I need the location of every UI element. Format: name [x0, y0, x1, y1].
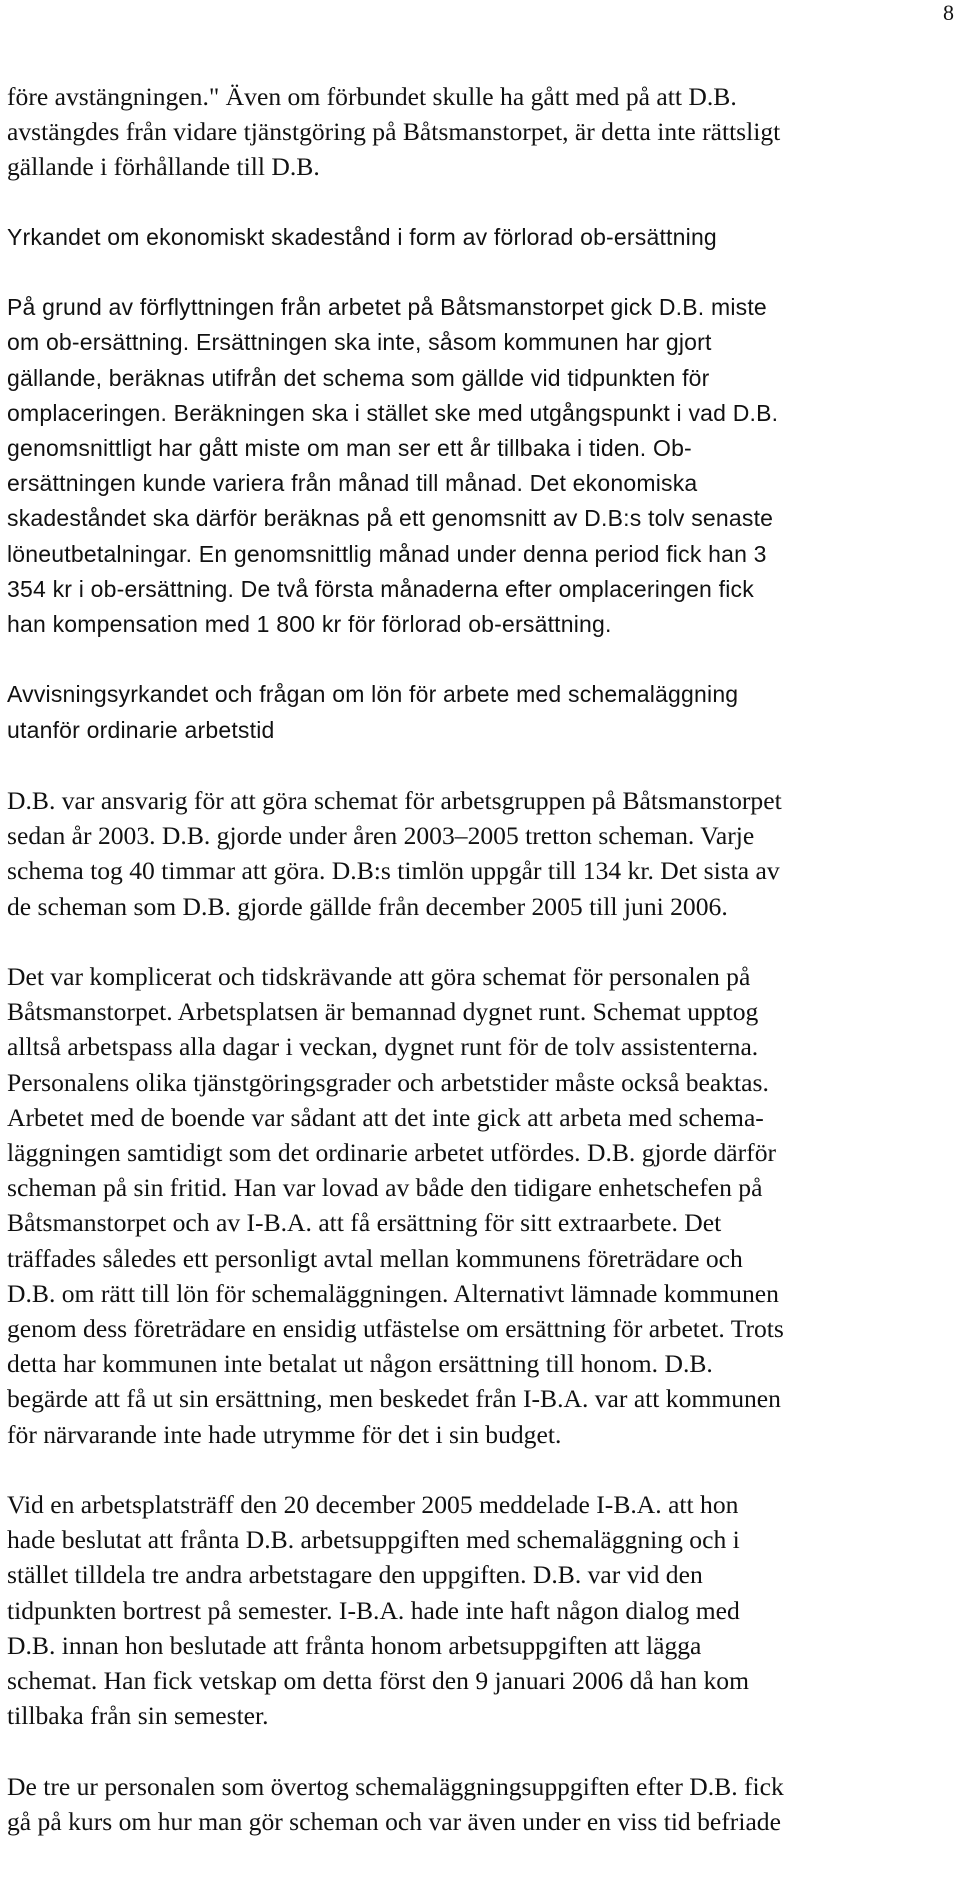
text-line: löneutbetalningar. En genomsnittlig månad under denna period fick han 3 — [7, 540, 767, 567]
text-line: Yrkandet om ekonomiskt skadestånd i form av förlorad ob-ersättning — [7, 223, 717, 250]
text-line: På grund av förflyttningen från arbetet på Båtsmanstorpet gick D.B. miste — [7, 294, 767, 321]
text-line: schema tog 40 timmar att göra. D.B:s timlön uppgår till 134 kr. Det sista av — [7, 856, 780, 886]
text-line: ersättningen kunde variera från månad till månad. Det ekonomiska — [7, 470, 698, 497]
text-line: han kompensation med 1 800 kr för förlorad ob-ersättning. — [7, 611, 612, 638]
text-line: 354 kr i ob-ersättning. De två första månaderna efter omplaceringen fick — [7, 575, 754, 602]
body-paragraph — [7, 79, 955, 185]
section-heading — [7, 220, 955, 255]
text-line: genomsnittligt har gått miste om man ser ett år tillbaka i tiden. Ob- — [7, 435, 692, 461]
body-paragraph — [7, 290, 955, 642]
text-line: schemat. Han fick vetskap om detta först den 9 januari 2006 då han kom — [7, 1666, 750, 1696]
section-heading — [7, 677, 955, 747]
body-paragraph — [7, 959, 955, 1452]
text-line: för närvarande inte hade utrymme för det i sin budget. — [7, 1419, 562, 1449]
text-line: D.B. om rätt till lön för schemaläggningen. Alternativt lämnade kommunen — [7, 1278, 779, 1308]
text-line: gå på kurs om hur man gör scheman och var även under en viss tid befriade — [7, 1806, 781, 1836]
text-line: Båtsmanstorpet. Arbetsplatsen är bemannad dygnet runt. Schemat upptog — [7, 997, 759, 1027]
text-line: omplaceringen. Beräkningen ska i stället ske med utgångspunkt i vad D.B. — [7, 399, 779, 426]
text-line: detta har kommunen inte betalat ut någon ersättning till honom. D.B. — [7, 1349, 713, 1379]
text-line: utanför ordinarie arbetstid — [7, 716, 275, 743]
text-line: träffades således ett personligt avtal mellan kommunens företrädare och — [7, 1243, 743, 1273]
text-line: D.B. innan hon beslutade att frånta honom arbetsuppgiften att lägga — [7, 1630, 702, 1660]
text-line: gällande, beräknas utifrån det schema som gällde vid tidpunkten för — [7, 364, 710, 391]
text-line: alltså arbetspass alla dagar i veckan, dygnet runt för de tolv assistenterna. — [7, 1032, 759, 1062]
text-line: de scheman som D.B. gjorde gällde från december 2005 till juni 2006. — [7, 891, 728, 921]
text-line: läggningen samtidigt som det ordinarie arbetet utfördes. D.B. gjorde därför — [7, 1138, 777, 1168]
text-line: om ob-ersättning. Ersättningen ska inte, såsom kommunen har gjort — [7, 329, 712, 356]
text-line: stället tilldela tre andra arbetstagare den uppgiften. D.B. var vid den — [7, 1560, 703, 1590]
text-line: sedan år 2003. D.B. gjorde under åren 2003–2005 tretton scheman. Varje — [7, 821, 755, 851]
text-line: före avstängningen." Även om förbundet skulle ha gått med på att D.B. — [7, 82, 737, 111]
text-line: gällande i förhållande till D.B. — [7, 152, 320, 182]
body-paragraph — [7, 1769, 955, 1839]
text-line: Personalens olika tjänstgöringsgrader och arbetstider måste också beaktas. — [7, 1067, 769, 1097]
text-line: Avvisningsyrkandet och frågan om lön för arbete med schemaläggning — [7, 681, 739, 708]
text-line: De tre ur personalen som övertog schemaläggningsuppgiften efter D.B. fick — [7, 1771, 784, 1801]
body-paragraph — [7, 1487, 955, 1733]
text-line: hade beslutat att frånta D.B. arbetsuppgiften med schemaläggning och i — [7, 1525, 740, 1555]
text-line: Vid en arbetsplatsträff den 20 december 2005 meddelade I-B.A. att hon — [7, 1490, 739, 1520]
document-body — [7, 79, 955, 1839]
text-line: Arbetet med de boende var sådant att det inte gick att arbeta med schema- — [7, 1102, 764, 1132]
text-line: tidpunkten bortrest på semester. I-B.A. hade inte haft någon dialog med — [7, 1595, 740, 1625]
text-line: Båtsmanstorpet och av I-B.A. att få ersättning för sitt extraarbete. Det — [7, 1208, 722, 1238]
text-line: scheman på sin fritid. Han var lovad av både den tidigare enhetschefen på — [7, 1173, 763, 1203]
text-line: Det var komplicerat och tidskrävande att göra schemat för personalen på — [7, 962, 751, 991]
text-line: tillbaka från sin semester. — [7, 1701, 269, 1731]
text-line: begärde att få ut sin ersättning, men beskedet från I-B.A. var att kommunen — [7, 1384, 781, 1414]
text-line: genom dess företrädare en ensidig utfästelse om ersättning för arbetet. Trots — [7, 1314, 784, 1344]
text-line: avstängdes från vidare tjänstgöring på Båtsmanstorpet, är detta inte rättsligt — [7, 117, 781, 147]
text-line: skadeståndet ska därför beräknas på ett genomsnitt av D.B:s tolv senaste — [7, 505, 774, 532]
body-paragraph — [7, 783, 955, 924]
page-number: 8 — [943, 0, 954, 25]
text-line: D.B. var ansvarig för att göra schemat för arbetsgruppen på Båtsmanstorpet — [7, 786, 782, 815]
